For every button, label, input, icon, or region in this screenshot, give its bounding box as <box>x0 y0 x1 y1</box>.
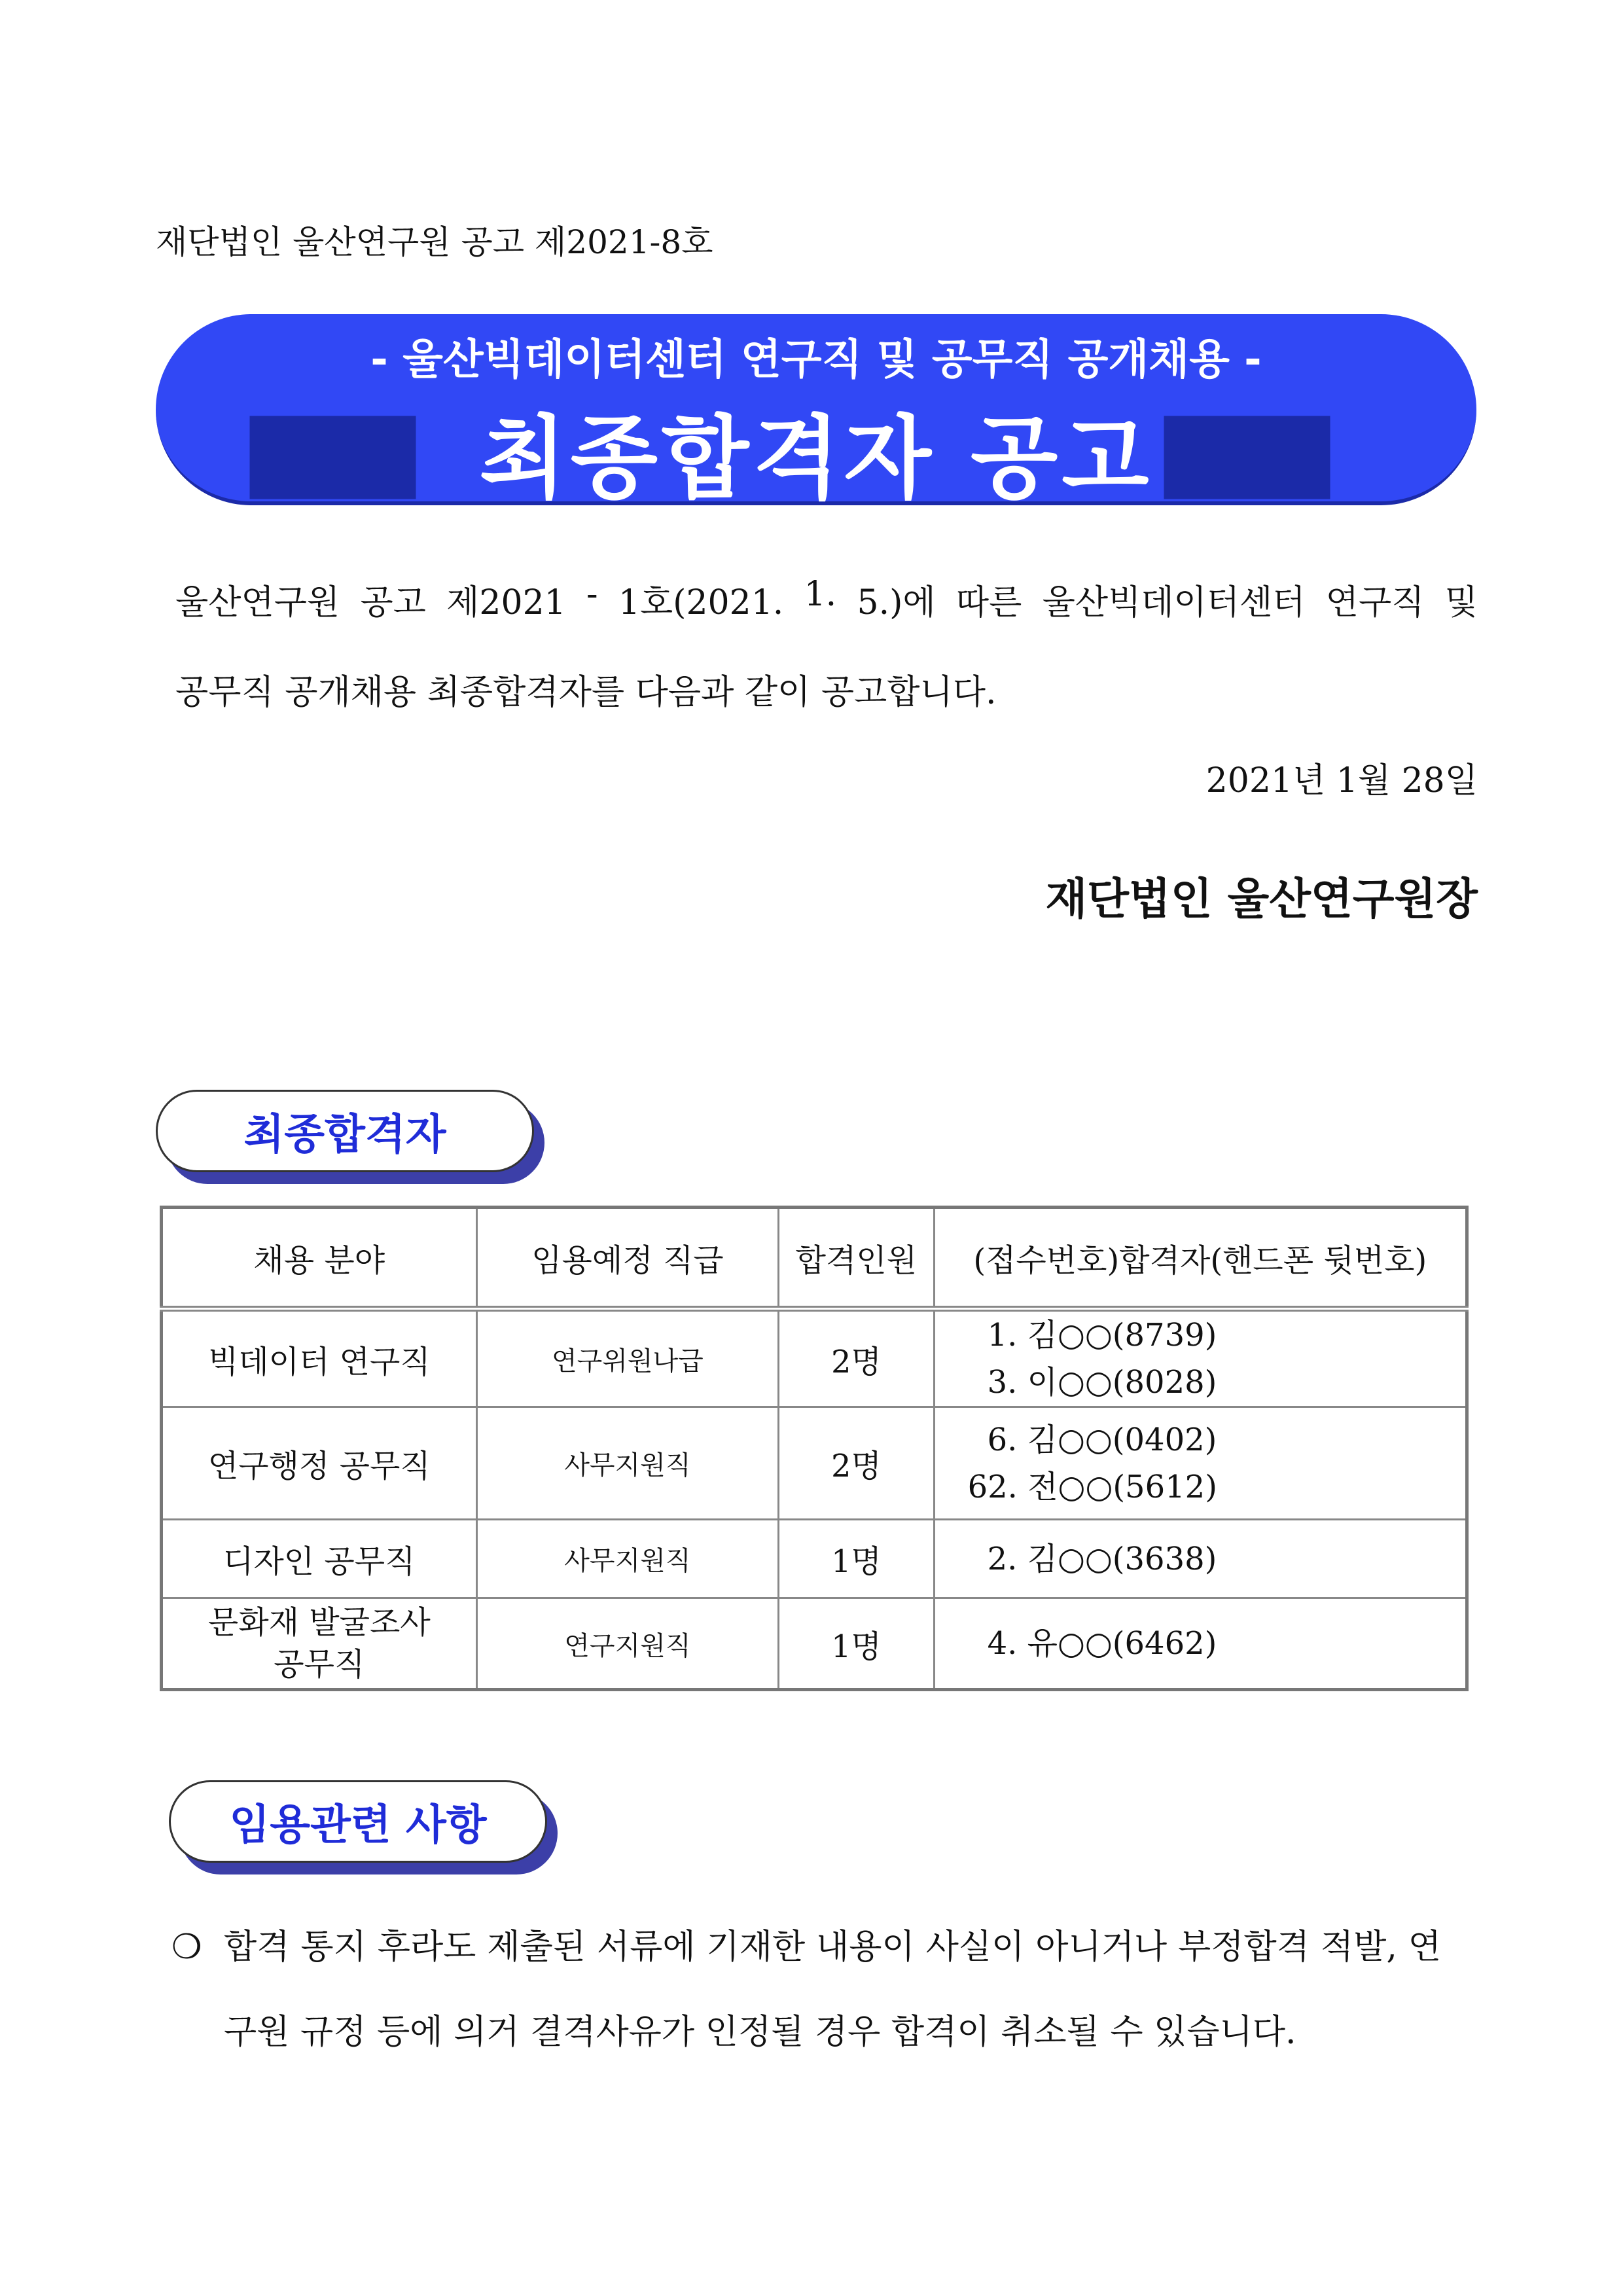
label-text: 최종합격자 <box>156 1090 534 1172</box>
winner-entry: 4. 유○○(6462) <box>987 1625 1217 1662</box>
cell-winners <box>934 1309 1467 1407</box>
intro-word: 1. <box>804 575 837 614</box>
notice-number: 재단법인 울산연구원 공고 제2021-8호 <box>156 223 713 261</box>
intro-line-1 <box>175 575 1478 624</box>
intro-word: 1호(2021. <box>618 583 784 622</box>
table-row <box>162 1520 1467 1598</box>
header-winners: (접수번호)합격자(핸드폰 뒷번호) <box>934 1208 1467 1309</box>
cell-grade: 사무지원직 <box>476 1520 779 1598</box>
intro-word: 울산빅데이터센터 <box>1042 583 1306 622</box>
table-row <box>162 1598 1467 1690</box>
cell-field: 빅데이터 연구직 <box>162 1309 477 1407</box>
cell-winners <box>934 1407 1467 1520</box>
section-label-final-winners <box>156 1090 534 1172</box>
cell-winners <box>934 1520 1467 1598</box>
cell-grade: 연구위원나급 <box>476 1309 779 1407</box>
cell-count: 2명 <box>779 1309 934 1407</box>
intro-word: 울산연구원 <box>175 583 340 622</box>
cell-field: 디자인 공무직 <box>162 1520 477 1598</box>
intro-line-2: 공무직 공개채용 최종합격자를 다음과 같이 공고합니다. <box>175 673 997 712</box>
intro-word: - <box>586 575 598 614</box>
cell-count: 2명 <box>779 1407 934 1520</box>
cell-grade: 연구지원직 <box>476 1598 779 1690</box>
bullet-circle-icon: ❍ <box>171 1928 202 1967</box>
banner-title: 최종합격자 공고 <box>479 406 1153 511</box>
label-text: 임용관련 사항 <box>169 1780 547 1863</box>
field-line: 공무직 <box>274 1646 365 1683</box>
cell-field <box>162 1598 477 1690</box>
winner-entry: 1. 김○○(8739) <box>987 1317 1217 1354</box>
cell-count: 1명 <box>779 1598 934 1690</box>
results-table <box>160 1206 1469 1691</box>
winner-entry: 62. 전○○(5612) <box>967 1468 1217 1505</box>
field-line: 문화재 발굴조사 <box>207 1604 431 1641</box>
intro-word: 제2021 <box>446 583 566 622</box>
intro-word: 및 <box>1444 583 1478 622</box>
winner-entry: 6. 김○○(0402) <box>987 1421 1217 1458</box>
notice-text: 합격 통지 후라도 제출된 서류에 기재한 내용이 사실이 아니거나 부정합격 적발, 연구원 규정 등에 의거 결격사유가 인정될 경우 합격이 취소될 수 있습니다. <box>224 1928 1441 2052</box>
title-banner <box>156 314 1476 511</box>
table-row <box>162 1309 1467 1407</box>
header-count: 합격인원 <box>779 1208 934 1309</box>
header-grade: 임용예정 직급 <box>476 1208 779 1309</box>
cell-field: 연구행정 공무직 <box>162 1407 477 1520</box>
banner-subtitle: - 울산빅데이터센터 연구직 및 공무직 공개채용 - <box>370 336 1262 384</box>
table-row <box>162 1407 1467 1520</box>
intro-word: 5.)에 <box>857 583 936 622</box>
issuer-name: 재단법인 울산연구원장 <box>1045 874 1478 924</box>
notice-date: 2021년 1월 28일 <box>1205 761 1478 800</box>
intro-word: 따른 <box>955 583 1022 622</box>
winner-entry: 3. 이○○(8028) <box>987 1364 1217 1401</box>
notice-list <box>171 1905 1441 2075</box>
cell-winners <box>934 1598 1467 1690</box>
winner-entry: 2. 김○○(3638) <box>987 1540 1217 1577</box>
intro-word: 공고 <box>360 583 426 622</box>
table-header-row <box>162 1208 1467 1309</box>
header-field: 채용 분야 <box>162 1208 477 1309</box>
cell-grade: 사무지원직 <box>476 1407 779 1520</box>
section-label-appointment-notes <box>169 1780 547 1863</box>
cell-count: 1명 <box>779 1520 934 1598</box>
intro-word: 연구직 <box>1325 583 1425 622</box>
